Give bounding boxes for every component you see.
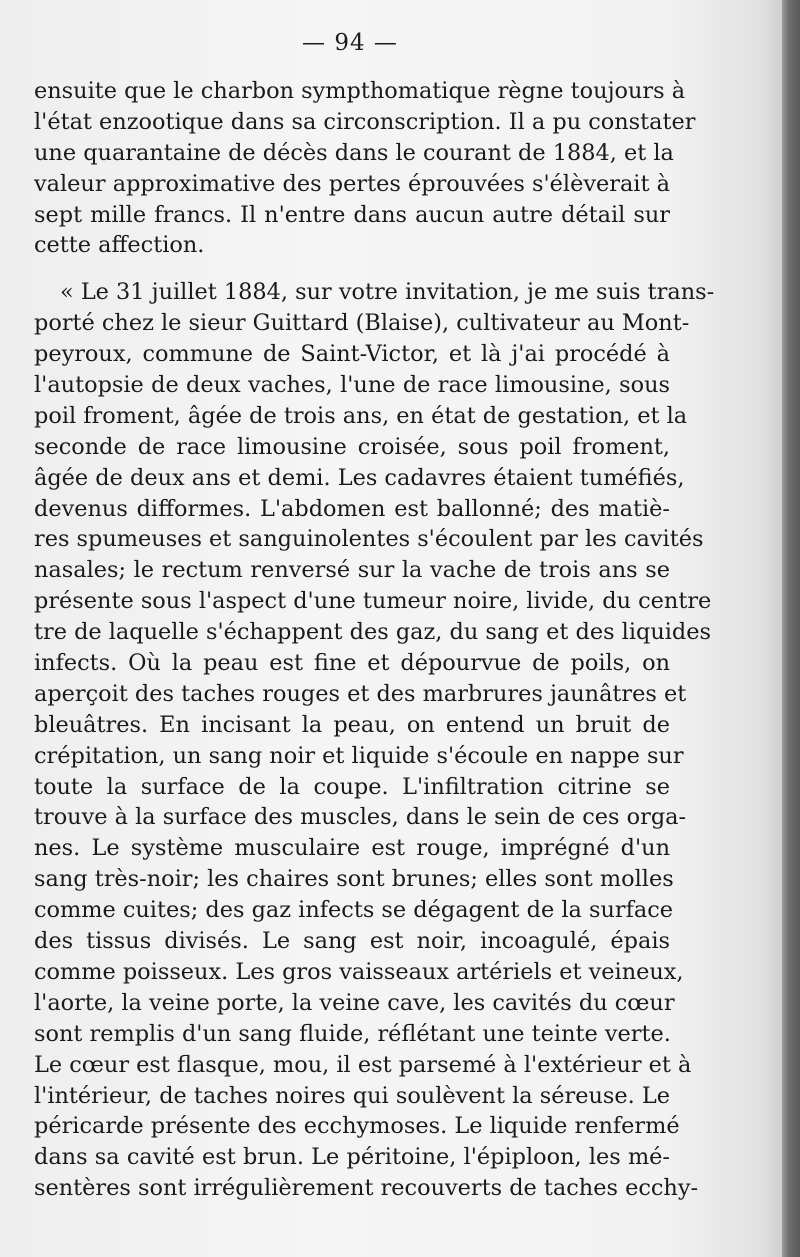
text-line: dans sa cavité est brun. Le péritoine, l'épiploon, les mé- <box>34 1144 670 1171</box>
page-number: — 94 — <box>302 30 398 56</box>
text-line: âgée de deux ans et demi. Les cadavres étaient tuméfiés, <box>34 464 685 491</box>
text-line: peyroux, commune de Saint-Victor, et là j'ai procédé à <box>34 341 670 368</box>
text-line: sentères sont irrégulièrement recouverts de taches ecchy- <box>34 1175 699 1202</box>
text-line: présente sous l'aspect d'une tumeur noire, livide, du centre <box>34 588 712 615</box>
text-line: aperçoit des taches rouges et des marbrures jaunâtres et <box>34 680 687 707</box>
text-line: l'état enzootique dans sa circonscription. Il a pu constater <box>34 108 696 135</box>
text-line: l'intérieur, de taches noires qui soulèvent la séreuse. Le <box>34 1082 670 1109</box>
text-line: des tissus divisés. Le sang est noir, incoagulé, épais <box>34 928 670 955</box>
text-line: tre de laquelle s'échappent des gaz, du sang et des liquides <box>34 619 711 646</box>
paragraph-1 <box>34 76 696 261</box>
text-line: « Le 31 juillet 1884, sur votre invitation, je me suis trans- <box>60 279 715 306</box>
text-line: une quarantaine de décès dans le courant de 1884, et la <box>34 139 674 166</box>
text-line: bleuâtres. En incisant la peau, on entend un bruit de <box>34 711 670 738</box>
text-line: l'autopsie de deux vaches, l'une de race limousine, sous <box>34 372 670 399</box>
text-line: comme poisseux. Les gros vaisseaux artériels et veineux, <box>34 958 684 985</box>
text-line: cette affection. <box>34 232 205 259</box>
text-line: sang très-noir; les chaires sont brunes; elles sont molles <box>34 866 674 893</box>
text-line: nasales; le rectum renversé sur la vache de trois ans se <box>34 557 670 584</box>
text-line: sont remplis d'un sang fluide, réflétant une teinte verte. <box>34 1020 671 1047</box>
text-line: infects. Où la peau est fine et dépourvue de poils, on <box>34 650 670 677</box>
text-line: res spumeuses et sanguinolentes s'écoulent par les cavités <box>34 526 704 553</box>
paragraph-gap <box>34 261 670 277</box>
text-line: crépitation, un sang noir et liquide s'écoule en nappe sur <box>34 742 684 769</box>
text-line: nes. Le système musculaire est rouge, imprégné d'un <box>34 835 670 862</box>
text-line: valeur approximative des pertes éprouvées s'élèverait à <box>34 170 670 197</box>
text-line: ensuite que le charbon sympthomatique règne toujours à <box>34 78 686 104</box>
text-line: devenus difformes. L'abdomen est ballonné; des matiè- <box>34 495 670 522</box>
body-text <box>34 76 715 1204</box>
text-line: poil froment, âgée de trois ans, en état de gestation, et la <box>34 402 688 429</box>
text-line: Le cœur est flasque, mou, il est parsemé à l'extérieur et à <box>34 1051 692 1078</box>
text-line: comme cuites; des gaz infects se dégagent de la surface <box>34 897 674 924</box>
page-edge-shadow <box>782 0 800 1257</box>
text-line: péricarde présente des ecchymoses. Le liquide renfermé <box>34 1113 680 1140</box>
text-line: sept mille francs. Il n'entre dans aucun autre détail sur <box>34 201 670 228</box>
text-line: l'aorte, la veine porte, la veine cave, les cavités du cœur <box>34 989 675 1016</box>
text-line: trouve à la surface des muscles, dans le sein de ces orga- <box>34 804 687 831</box>
paragraph-2 <box>34 277 715 1204</box>
text-line: porté chez le sieur Guittard (Blaise), cultivateur au Mont- <box>34 310 690 337</box>
text-line: toute la surface de la coupe. L'infiltration citrine se <box>34 773 670 800</box>
text-line: seconde de race limousine croisée, sous poil froment, <box>34 433 670 460</box>
